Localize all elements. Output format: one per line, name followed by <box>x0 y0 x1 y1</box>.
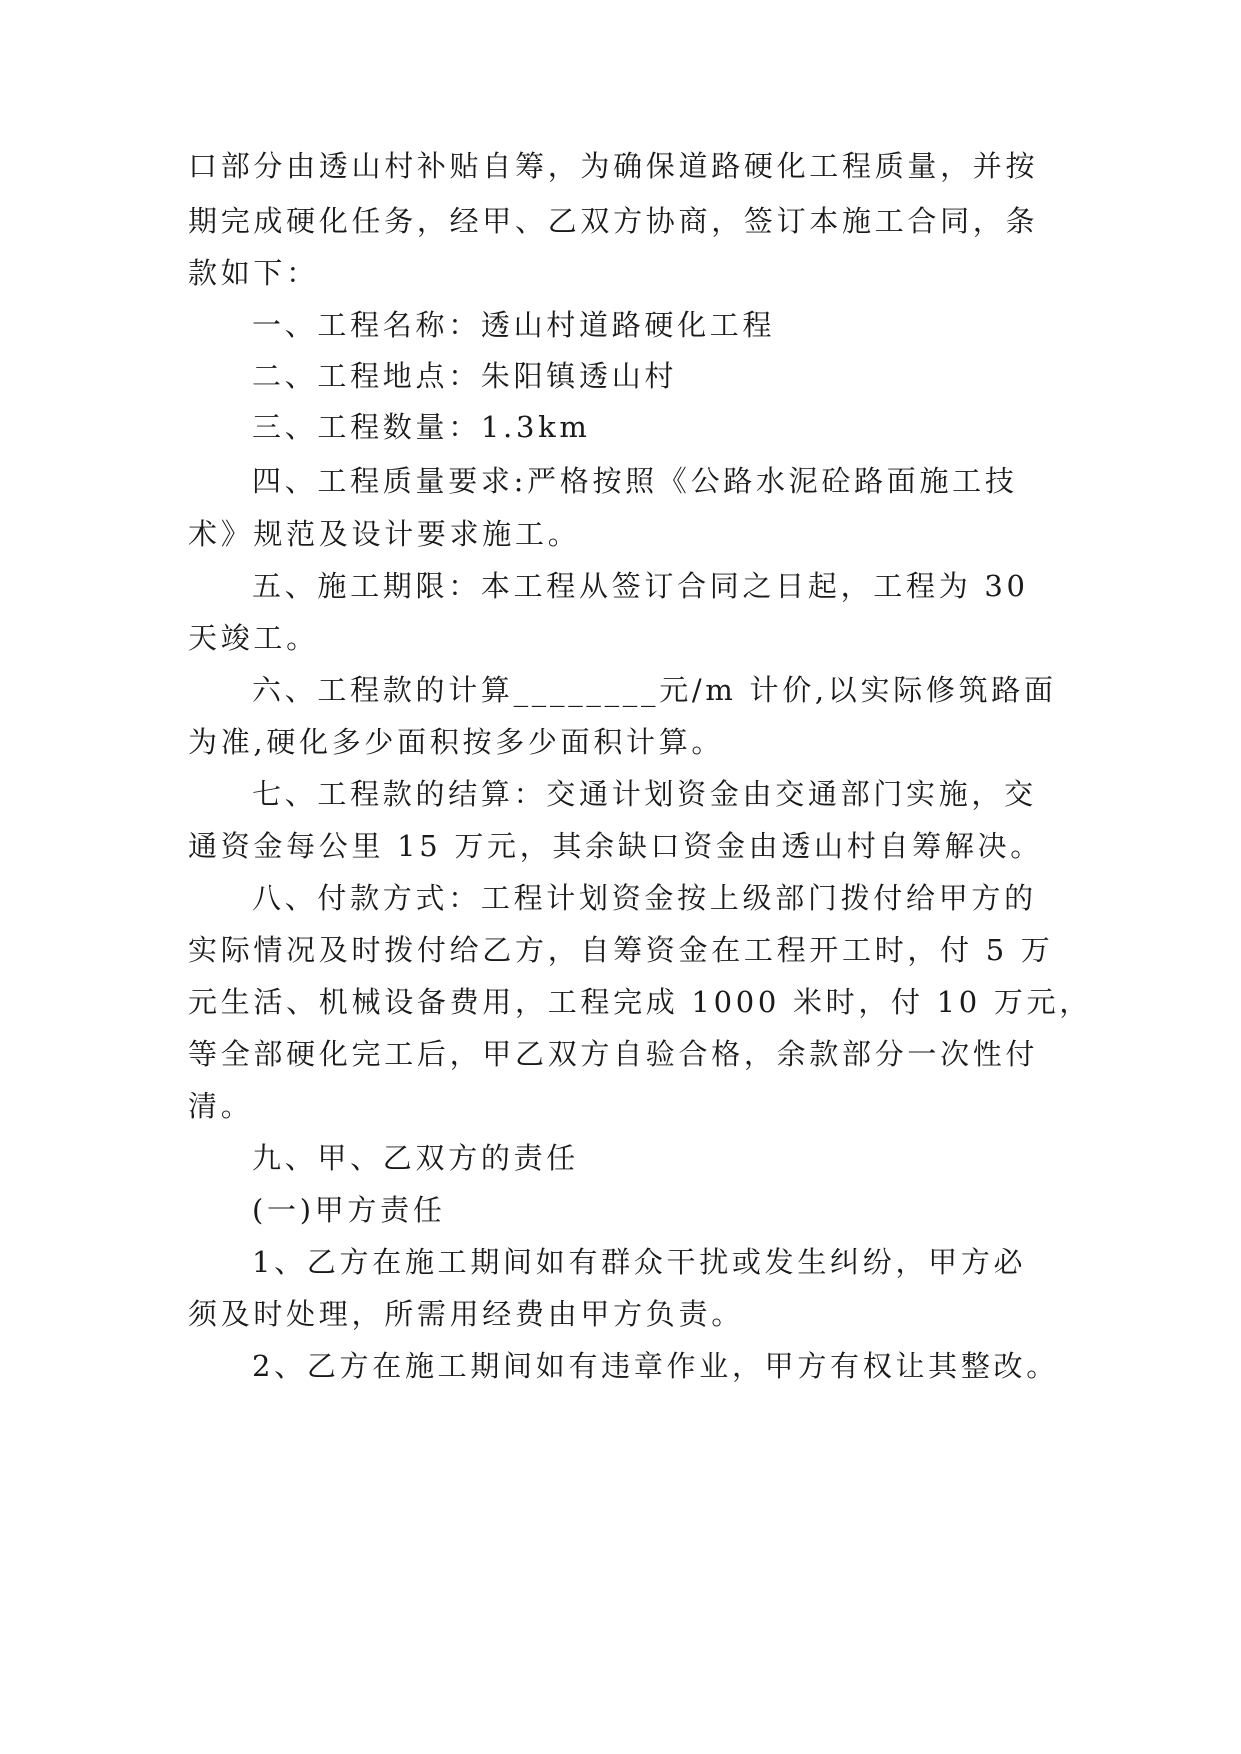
paragraph-line: 须及时处理，所需用经费由甲方负责。 <box>188 1297 744 1331</box>
paragraph-line: 清。 <box>188 1089 254 1123</box>
clause-price-calculation: 六、工程款的计算________元/m 计价,以实际修筑路面 <box>252 673 1057 707</box>
paragraph-line: 口部分由透山村补贴自筹，为确保道路硬化工程质量，并按 <box>188 149 1039 183</box>
paragraph-line: 通资金每公里 15 万元，其余缺口资金由透山村自筹解决。 <box>188 829 1043 863</box>
clause-quality-requirement: 四、工程质量要求:严格按照《公路水泥砼路面施工技 <box>252 464 1018 498</box>
subsection-heading-party-a: (一)甲方责任 <box>252 1193 446 1227</box>
clause-project-location: 二、工程地点：朱阳镇透山村 <box>252 359 678 393</box>
paragraph-line: 术》规范及设计要求施工。 <box>188 517 581 551</box>
clause-project-quantity: 三、工程数量：1.3km <box>252 410 591 444</box>
list-item: 2、乙方在施工期间如有违章作业，甲方有权让其整改。 <box>252 1349 1059 1383</box>
paragraph-line: 元生活、机械设备费用，工程完成 1000 米时，付 10 万元， <box>188 985 1092 1019</box>
clause-settlement: 七、工程款的结算：交通计划资金由交通部门实施，交 <box>252 777 1037 811</box>
clause-construction-period: 五、施工期限：本工程从签订合同之日起，工程为 30 <box>252 569 1029 603</box>
paragraph-line: 天竣工。 <box>188 621 319 655</box>
section-heading-responsibilities: 九、甲、乙双方的责任 <box>252 1141 580 1175</box>
clause-payment-method: 八、付款方式：工程计划资金按上级部门拨付给甲方的 <box>252 881 1037 915</box>
paragraph-line: 等全部硬化完工后，甲乙双方自验合格，余款部分一次性付 <box>188 1037 1039 1071</box>
paragraph-line: 款如下： <box>188 256 319 290</box>
paragraph-line: 为准,硬化多少面积按多少面积计算。 <box>188 725 725 759</box>
paragraph-line: 实际情况及时拨付给乙方，自筹资金在工程开工时，付 5 万 <box>188 933 1054 967</box>
paragraph-line: 期完成硬化任务，经甲、乙双方协商，签订本施工合同，条 <box>188 204 1039 238</box>
clause-project-name: 一、工程名称：透山村道路硬化工程 <box>252 308 776 342</box>
list-item: 1、乙方在施工期间如有群众干扰或发生纠纷，甲方必 <box>252 1245 1027 1279</box>
